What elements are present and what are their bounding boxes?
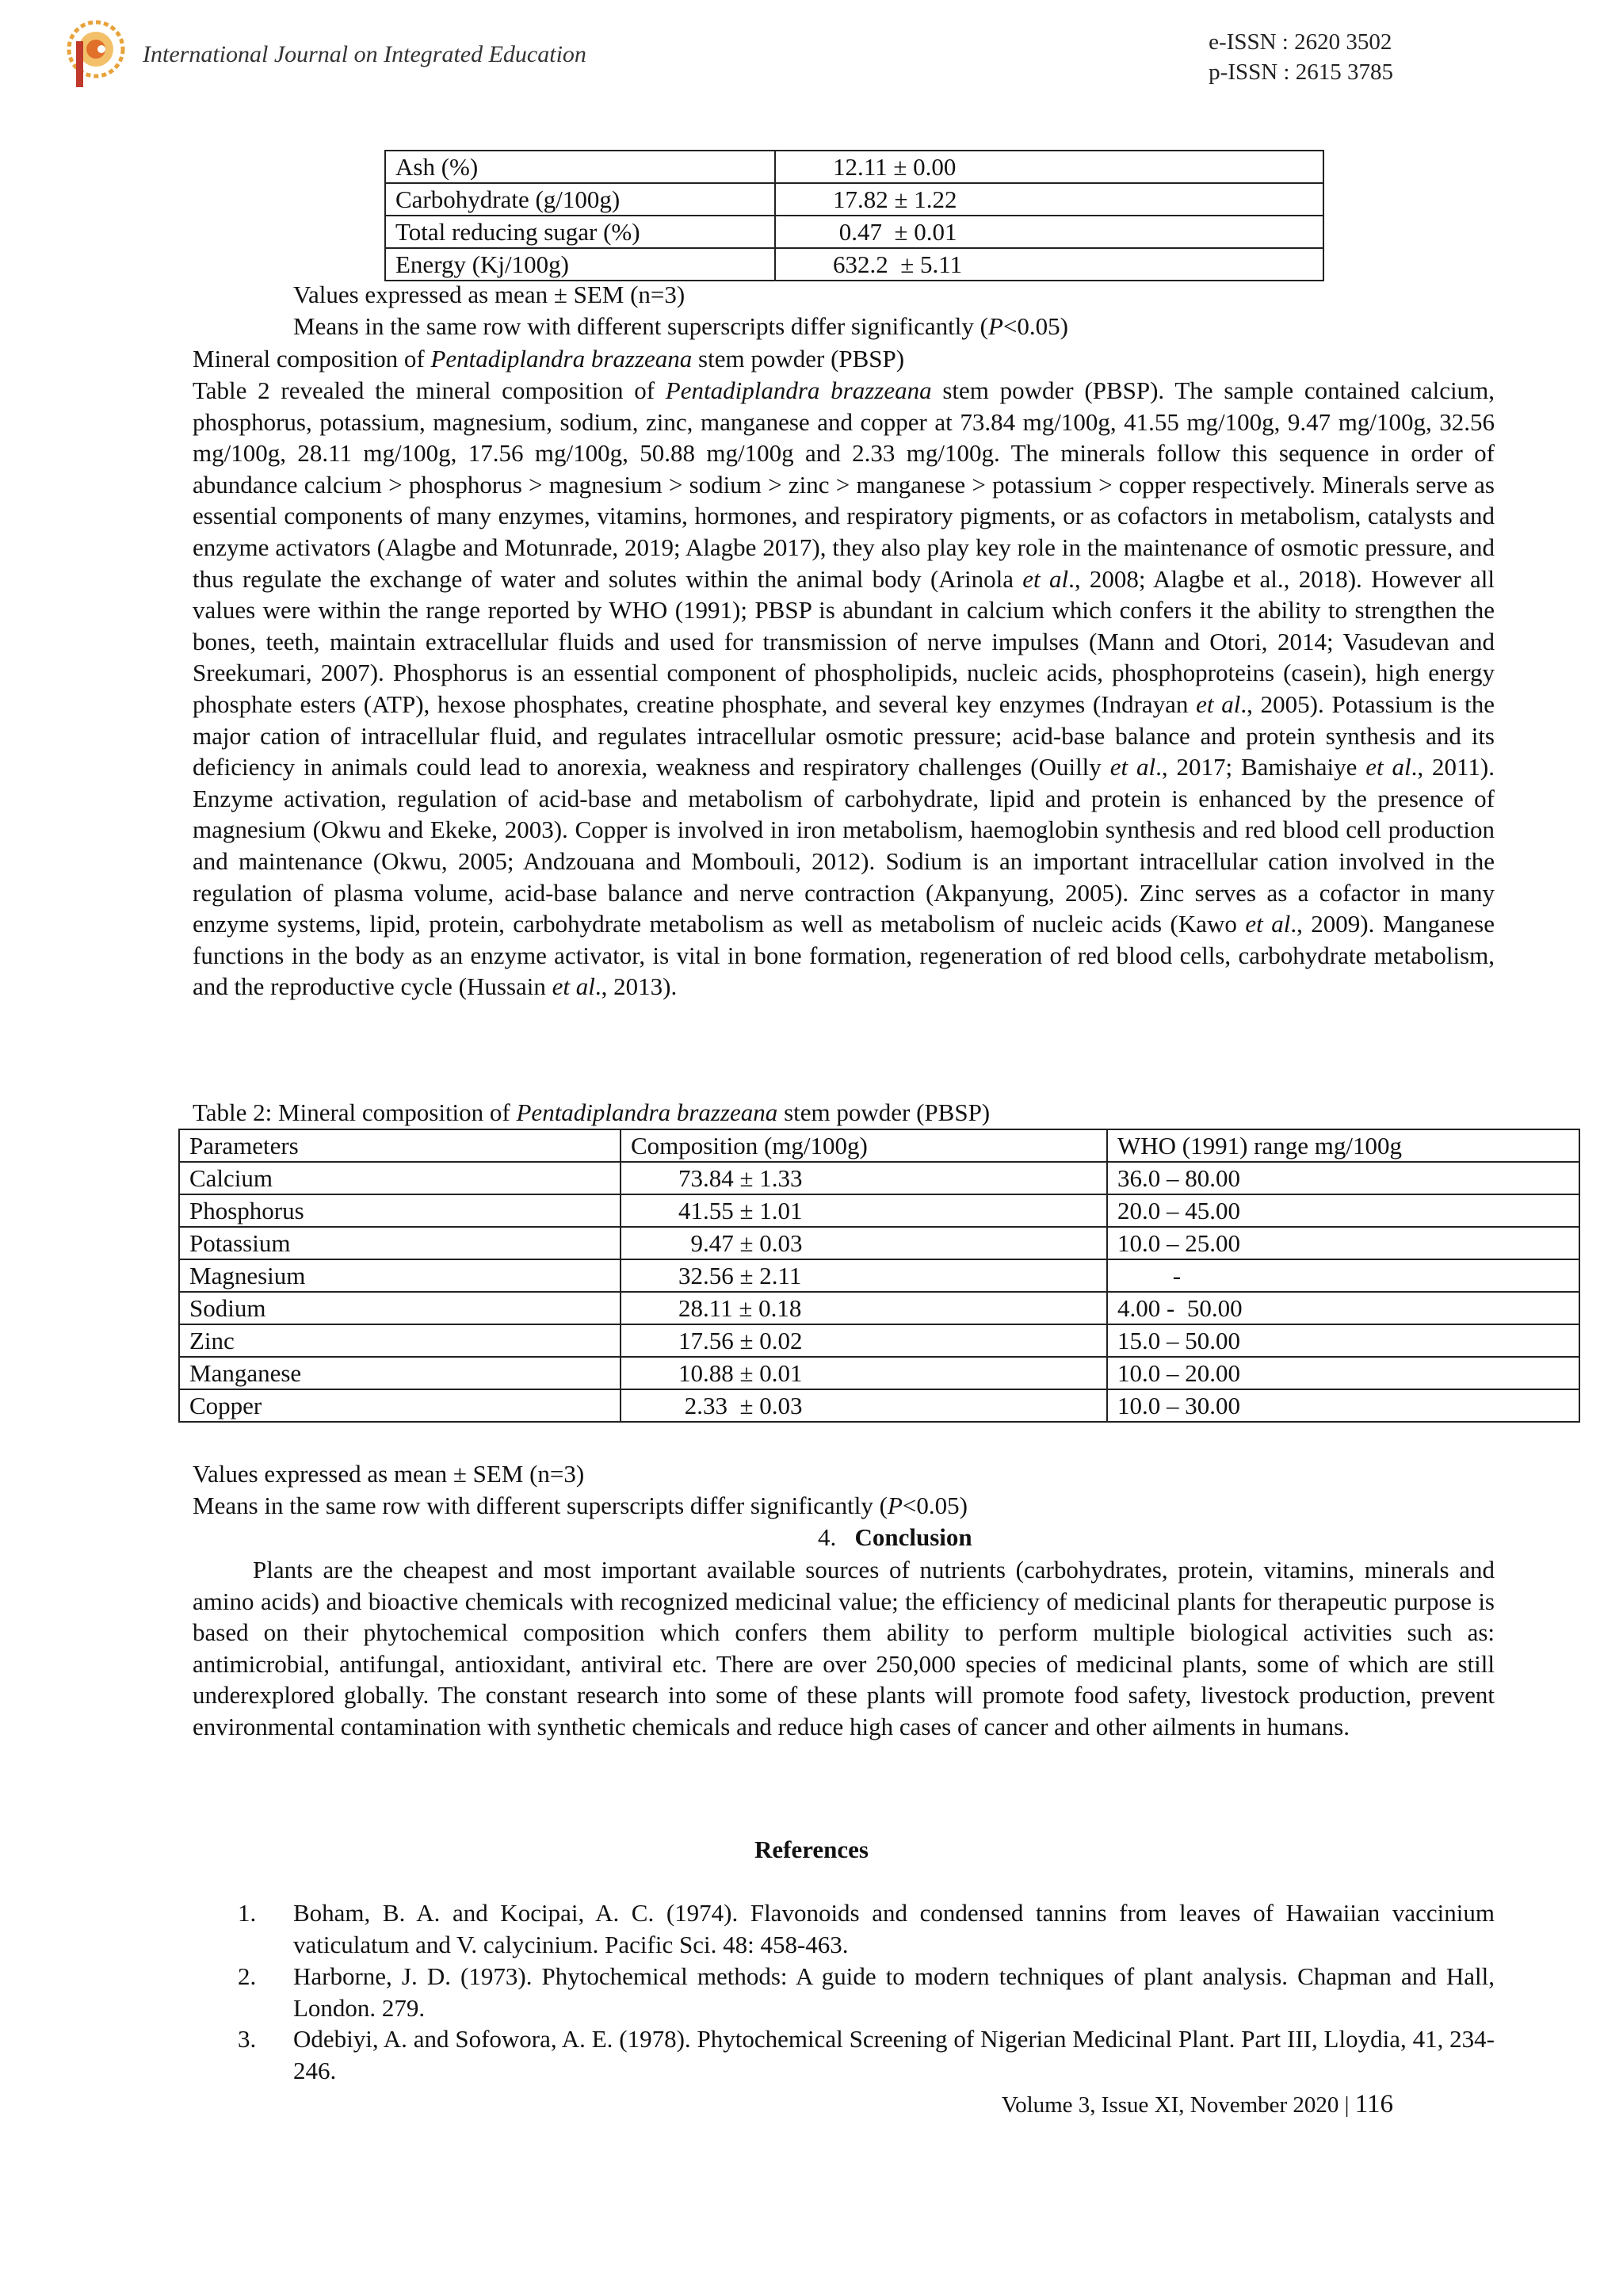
references-title: References <box>754 1836 869 1863</box>
table-cell: Calcium <box>179 1162 621 1194</box>
table-cell: Zinc <box>179 1324 621 1357</box>
table-cell: 10.88 ± 0.01 <box>621 1357 1107 1389</box>
para-etal: et al <box>1196 690 1241 718</box>
table-row <box>179 1162 1579 1194</box>
table-row <box>179 1389 1579 1422</box>
issn-block <box>1209 27 1393 87</box>
para-text: ., 2013). <box>594 972 678 1001</box>
proximate-table <box>384 150 1324 281</box>
section-title: Conclusion <box>854 1523 972 1551</box>
para-etal: et al <box>1022 564 1069 593</box>
table-row <box>179 1259 1579 1292</box>
table-header-row <box>179 1129 1579 1162</box>
heading-species: Pentadiplandra brazzeana <box>430 345 693 372</box>
table-cell: Energy (Kj/100g) <box>385 248 775 281</box>
reference-item <box>238 1897 1495 1960</box>
table2-caption <box>193 1097 990 1129</box>
table-cell: Copper <box>179 1389 621 1422</box>
table-cell: 41.55 ± 1.01 <box>621 1194 1107 1227</box>
note-text: Means in the same row with different superscripts differ significantly ( <box>293 312 988 340</box>
note-text: <0.05) <box>902 1492 968 1519</box>
table-cell: 10.0 – 30.00 <box>1107 1389 1579 1422</box>
page-footer <box>1002 2090 1393 2119</box>
table1-note-mean: Values expressed as mean ± SEM (n=3) <box>293 281 685 308</box>
table1-note-significance <box>293 311 1068 342</box>
para-text: ., 2008; Alagbe et al., 2018). However all values were within the range reported by WHO (1991); PBSP is abundant in calcium which confers it the ability to strengthen the bones, teeth, maintain extracellular fluids and used for transmission of nerve impulses (Mann and Otori, 2014; Vasudevan and Sreekumari, 2007). Phosphorus is an essential component of phospholipids, nucleic acids, phosphoproteins (casein), high energy phosphate esters (ATP), hexose phosphates, creatine phosphate, and several key enzymes (Indrayan <box>193 564 1495 718</box>
table-cell: 15.0 – 50.00 <box>1107 1324 1579 1357</box>
eissn: e-ISSN : 2620 3502 <box>1209 29 1392 55</box>
table-row <box>179 1324 1579 1357</box>
para-species: Pentadiplandra brazzeana <box>665 376 932 404</box>
note-text: Means in the same row with different superscripts differ significantly ( <box>193 1492 888 1519</box>
note-p: P <box>987 312 1003 340</box>
journal-name: International Journal on Integrated Education <box>143 41 586 67</box>
table-cell: 12.11 ± 0.00 <box>775 151 1323 183</box>
table-row <box>385 151 1323 183</box>
table-cell: Manganese <box>179 1357 621 1389</box>
conclusion-paragraph: Plants are the cheapest and most important available sources of nutrients (carbohydrates, protein, vitamins, minerals and amino acids) and bioactive chemicals with recognized medicinal value; the efficiency of medicinal plants for therapeutic purpose is based on their phytochemical composition which confers them ability to perform multiple biological activities such as: antimicrobial, antifungal, antioxidant, antiviral etc. There are over 250,000 species of medicinal plants, some of which are still underexplored globally. The constant research into some of these plants will promote food safety, livestock production, prevent environmental contamination with synthetic chemicals and reduce high cases of cancer and other ailments in humans. <box>193 1556 1495 1740</box>
table-cell: Sodium <box>179 1292 621 1324</box>
mineral-table <box>178 1129 1580 1423</box>
para-text: stem powder (PBSP). The sample contained calcium, phosphorus, potassium, magnesium, sodium, zinc, manganese and copper at 73.84 mg/100g, 41.55 mg/100g, 9.47 mg/100g, 32.56 mg/100g, 28.11 mg/100g, 17.56 mg/100g, 50.88 mg/100g and 2.33 mg/100g. The minerals follow this sequence in order of abundance calcium > phosphorus > magnesium > sodium > zinc > manganese > potassium > copper respectively. Minerals serve as essential components of many enzymes, vitamins, hormones, and respiratory pigments, or as cofactors in metabolism, catalysts and enzyme activators (Alagbe and Motunrade, 2019; Alagbe 2017), they also play key role in the maintenance of osmotic pressure, and thus regulate the exchange of water and solutes within the animal body (Arinola <box>193 376 1495 593</box>
table-cell: Ash (%) <box>385 151 775 183</box>
table-cell: 0.47 ± 0.01 <box>775 216 1323 248</box>
para-text: ., 2005). Potassium is the major cation of intracellular fluid, and regulates intracellular osmotic pressure; acid-base balance and protein synthesis and its deficiency in animals could lead to anorexia, weakness and respiratory challenges (Ouilly <box>193 690 1495 781</box>
caption-text: Table 2: Mineral composition of <box>193 1098 517 1126</box>
table-cell: 632.2 ± 5.11 <box>775 248 1323 281</box>
table-cell: 2.33 ± 0.03 <box>621 1389 1107 1422</box>
table-cell: 32.56 ± 2.11 <box>621 1259 1107 1292</box>
volume-info: Volume 3, Issue XI, November 2020 | <box>1001 2092 1355 2118</box>
table-cell: 17.82 ± 1.22 <box>775 183 1323 216</box>
column-header: WHO (1991) range mg/100g <box>1107 1129 1579 1162</box>
reference-item <box>238 2023 1495 2086</box>
para-text: ., 2011). Enzyme activation, regulation of acid-base and metabolism of carbohydrate, lipid and protein is enhanced by the presence of magnesium (Okwu and Ekeke, 2003). Copper is involved in iron metabolism, haemoglobin synthesis and red blood cell production and maintenance (Okwu, 2005; Andzouana and Mombouli, 2012). Sodium is an important intracellular cation involved in the regulation of plasma volume, acid-base balance and nerve contraction (Akpanyung, 2005). Zinc serves as a cofactor in many enzyme systems, lipid, protein, carbohydrate metabolism as well as metabolism of nucleic acids (Kawo <box>193 753 1495 938</box>
para-etal: et al <box>552 972 595 1001</box>
table-cell: 4.00 - 50.00 <box>1107 1292 1579 1324</box>
para-etal: et al <box>1365 753 1411 781</box>
para-text: Table 2 revealed the mineral composition of <box>193 376 666 404</box>
para-text: ., 2009). Manganese functions in the body as an enzyme activator, is vital in bone formation, regeneration of red blood cells, carbohydrate metabolism, and the reproductive cycle (Hussain <box>193 910 1495 1001</box>
mineral-paragraph <box>193 375 1495 1003</box>
table-cell: 28.11 ± 0.18 <box>621 1292 1107 1324</box>
table-cell: 10.0 – 20.00 <box>1107 1357 1579 1389</box>
table-row <box>179 1292 1579 1324</box>
table-cell: Magnesium <box>179 1259 621 1292</box>
column-header: Parameters <box>179 1129 621 1162</box>
conclusion-heading <box>818 1523 972 1552</box>
para-etal: et al <box>1245 910 1291 938</box>
table2-note-significance <box>193 1490 968 1522</box>
reference-text: Odebiyi, A. and Sofowora, A. E. (1978). Phytochemical Screening of Nigerian Medicinal Plant. Part III, Lloydia, 41, 234- 246. <box>293 2025 1495 2084</box>
table-row <box>179 1227 1579 1259</box>
table-cell: 10.0 – 25.00 <box>1107 1227 1579 1259</box>
note-p: P <box>887 1492 903 1519</box>
table-cell: 20.0 – 45.00 <box>1107 1194 1579 1227</box>
reference-number: 3. <box>238 2025 257 2053</box>
table-cell: 73.84 ± 1.33 <box>621 1162 1107 1194</box>
table-row <box>179 1357 1579 1389</box>
page-header <box>0 0 1623 103</box>
heading-text: Mineral composition of <box>193 345 431 372</box>
caption-species: Pentadiplandra brazzeana <box>516 1098 778 1126</box>
reference-item <box>238 1961 1495 2023</box>
table-row <box>385 216 1323 248</box>
reference-number: 2. <box>238 1962 257 1990</box>
table-cell: 9.47 ± 0.03 <box>621 1227 1107 1259</box>
table-cell: Carbohydrate (g/100g) <box>385 183 775 216</box>
table-cell: 36.0 – 80.00 <box>1107 1162 1579 1194</box>
table-cell: - <box>1107 1259 1579 1292</box>
section-number: 4. <box>818 1523 837 1551</box>
table-cell: Total reducing sugar (%) <box>385 216 775 248</box>
para-etal: et al <box>1109 753 1156 781</box>
caption-text: stem powder (PBSP) <box>777 1098 991 1126</box>
reference-text: Harborne, J. D. (1973). Phytochemical methods: A guide to modern techniques of plant analysis. Chapman and Hall, London. 279. <box>293 1962 1495 2022</box>
column-header: Composition (mg/100g) <box>621 1129 1107 1162</box>
table-row <box>385 183 1323 216</box>
para-text: ., 2017; Bamishaiye <box>1155 753 1366 781</box>
section-heading-minerals <box>193 343 904 375</box>
pissn: p-ISSN : 2615 3785 <box>1209 59 1393 85</box>
note-text: <0.05) <box>1002 312 1068 340</box>
table-cell: Phosphorus <box>179 1194 621 1227</box>
table-cell: 17.56 ± 0.02 <box>621 1324 1107 1357</box>
table-cell: Potassium <box>179 1227 621 1259</box>
journal-logo-icon <box>65 17 127 90</box>
heading-text: stem powder (PBSP) <box>692 345 905 372</box>
reference-text: Boham, B. A. and Kocipai, A. C. (1974). Flavonoids and condensed tannins from leaves of Hawaiian vaccinium vaticulatum and V. calycinium. Pacific Sci. 48: 458-463. <box>293 1899 1495 1958</box>
table-row <box>385 248 1323 281</box>
page-number: 116 <box>1354 2090 1393 2118</box>
table2-note-mean: Values expressed as mean ± SEM (n=3) <box>193 1460 585 1488</box>
table-row <box>179 1194 1579 1227</box>
reference-number: 1. <box>238 1899 257 1927</box>
